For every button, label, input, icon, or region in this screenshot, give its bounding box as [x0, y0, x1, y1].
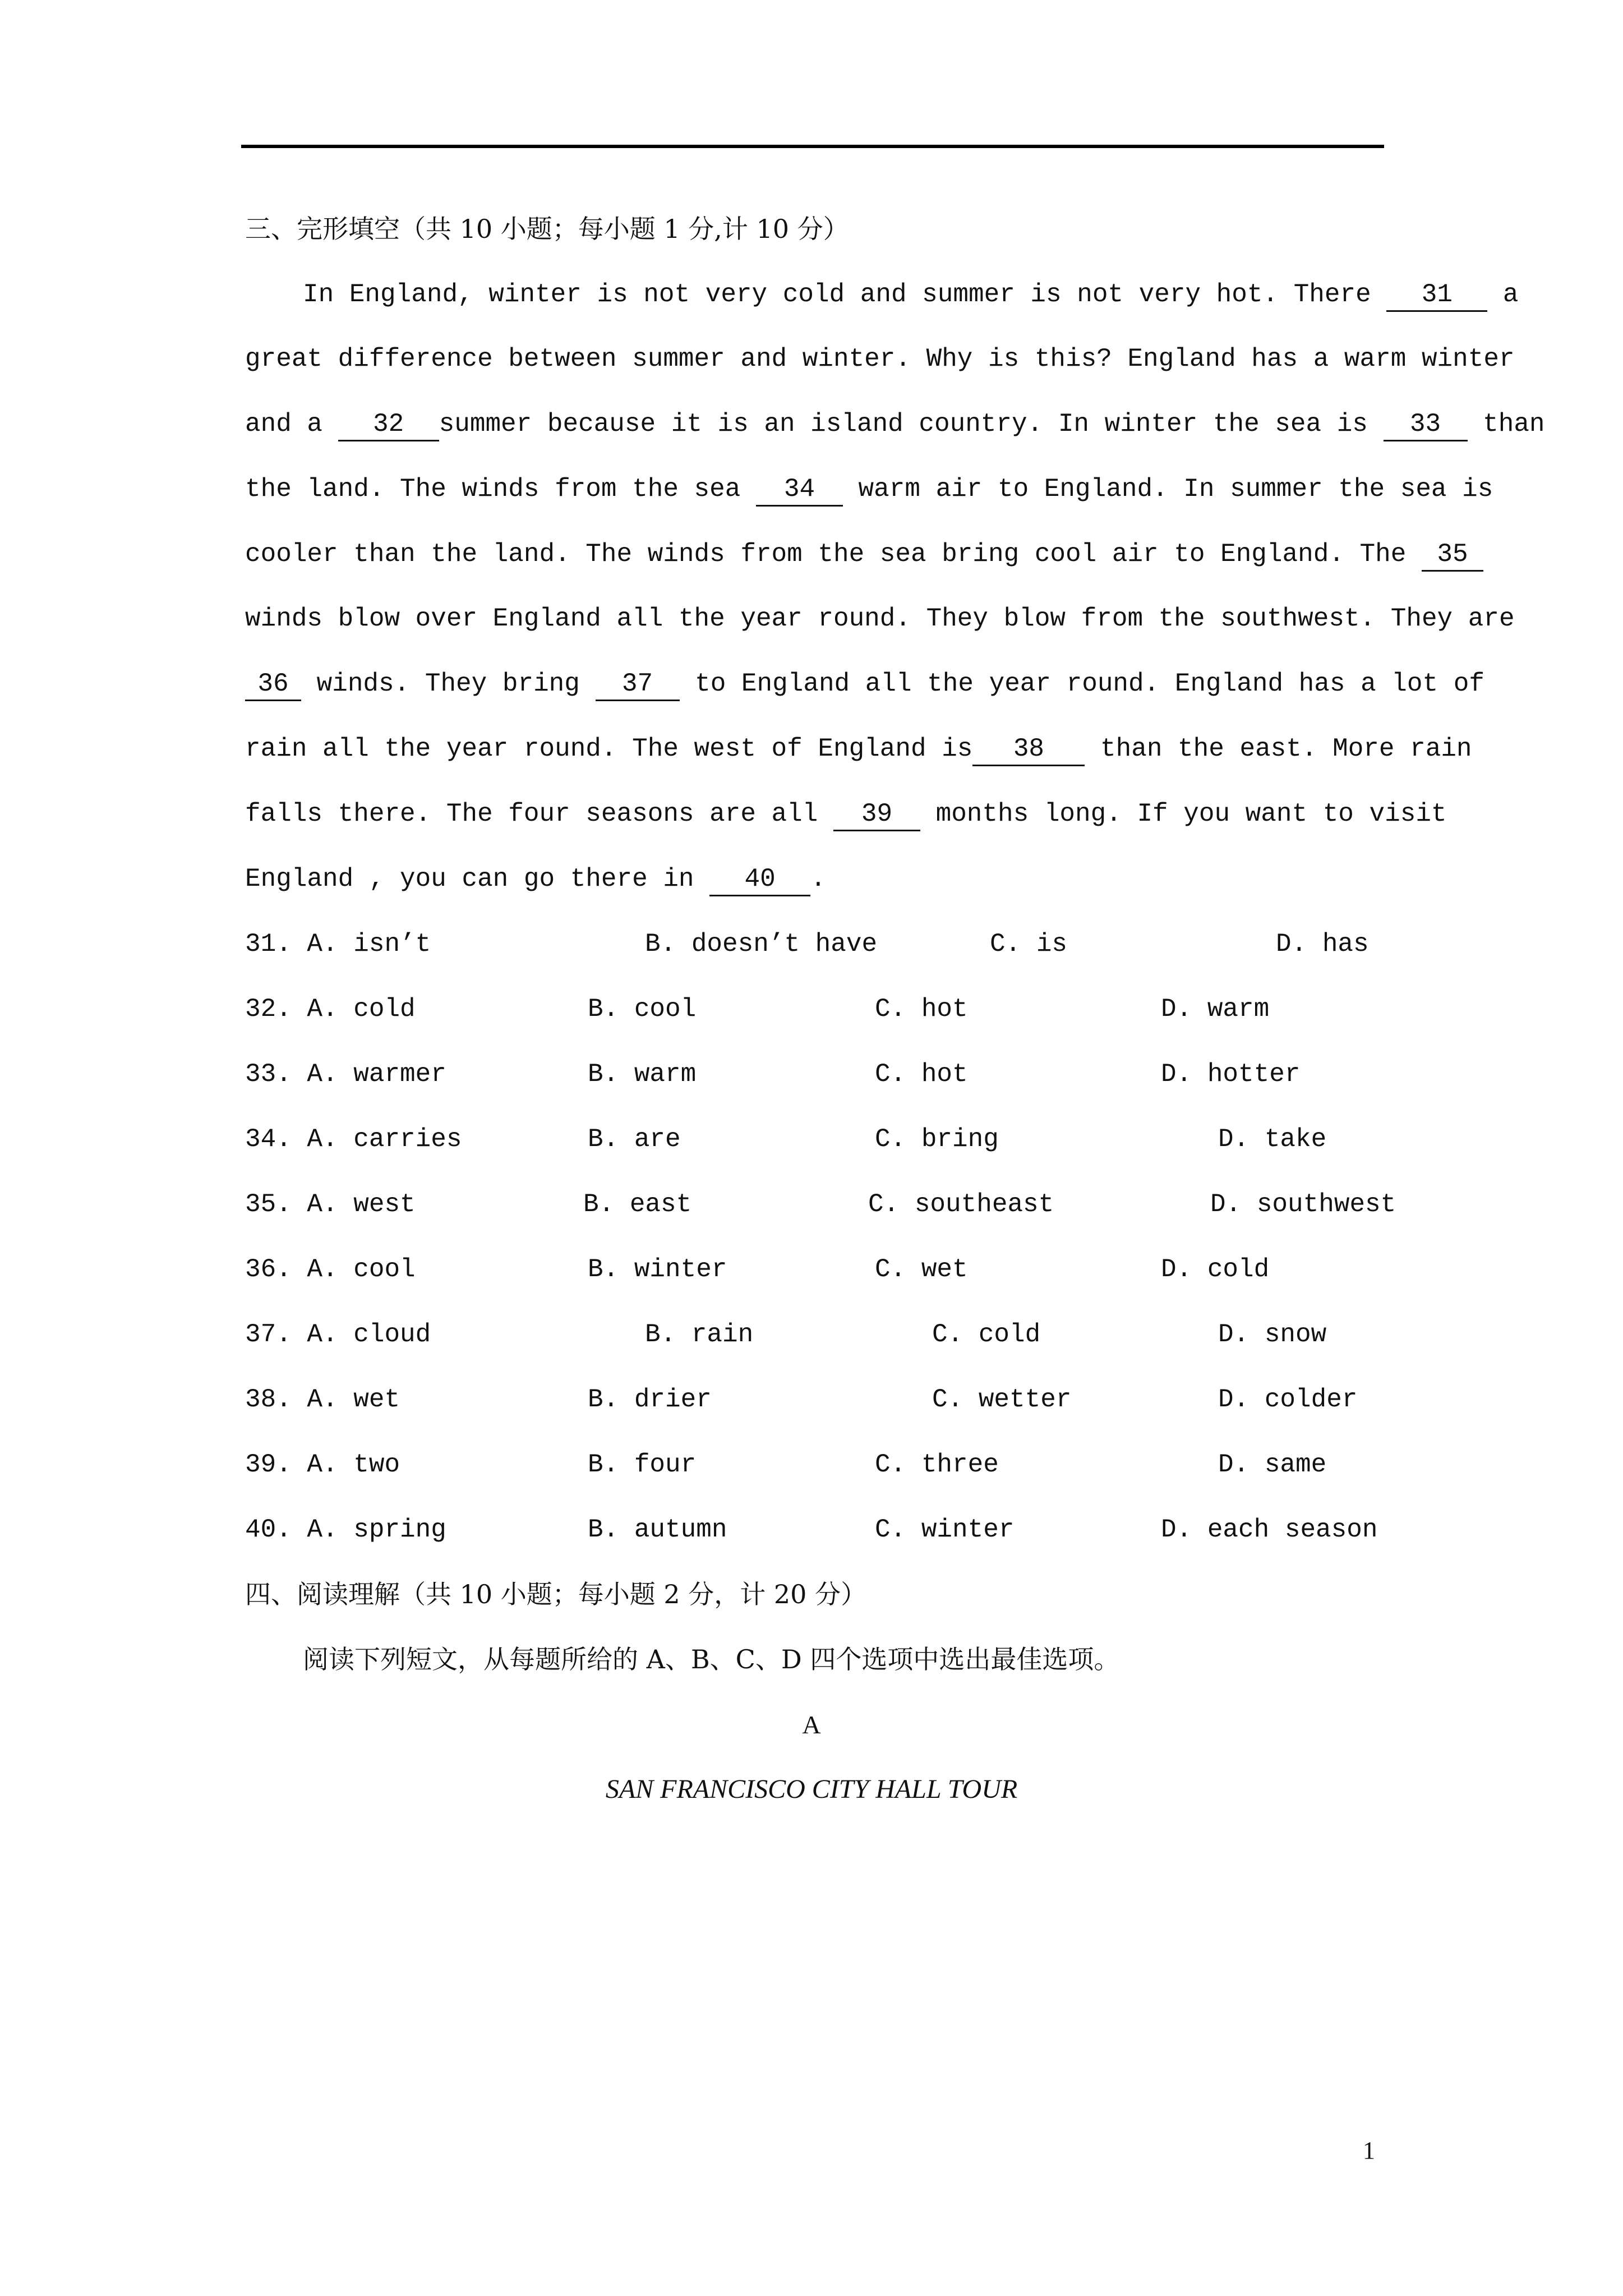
option-c: C. is: [990, 930, 1068, 959]
option-b: B. rain: [645, 1320, 754, 1349]
option-b: B. are: [588, 1125, 681, 1154]
option-d: D. each season: [1161, 1515, 1378, 1544]
option-a: 40. A. spring: [245, 1515, 446, 1544]
option-c: C. hot: [875, 1060, 968, 1089]
option-a: 31. A. isn’t: [245, 930, 431, 959]
option-b: B. warm: [588, 1060, 697, 1089]
option-b: B. doesn’t have: [645, 930, 878, 959]
blank-33: 33: [1384, 408, 1468, 441]
blank-40: 40: [709, 863, 810, 896]
option-c: C. cold: [932, 1320, 1041, 1349]
option-d: D. hotter: [1161, 1060, 1301, 1089]
option-c: C. three: [875, 1450, 999, 1479]
option-d: D. same: [1218, 1450, 1327, 1479]
page-number: 1: [1363, 2137, 1375, 2164]
option-a: 36. A. cool: [245, 1255, 416, 1284]
option-d: D. snow: [1218, 1320, 1327, 1349]
option-a: 32. A. cold: [245, 995, 416, 1024]
option-a: 39. A. two: [245, 1450, 400, 1479]
option-d: D. warm: [1161, 995, 1270, 1024]
option-b: B. autumn: [588, 1515, 727, 1544]
option-a: 35. A. west: [245, 1190, 416, 1219]
option-c: C. winter: [875, 1515, 1015, 1544]
option-a: 33. A. warmer: [245, 1060, 446, 1089]
passage-line-2: great difference between summer and winter. Why is this? England has a warm winter: [245, 344, 1515, 374]
passage-line-10: England , you can go there in 40 .: [245, 862, 826, 896]
option-d: D. southwest: [1210, 1190, 1396, 1219]
passage-title: SAN FRANCISCO CITY HALL TOUR: [605, 1774, 1018, 1804]
passage-line-4: the land. The winds from the sea 34 warm air to England. In summer the sea is: [245, 472, 1493, 507]
option-b: B. winter: [588, 1255, 727, 1284]
option-c: C. southeast: [868, 1190, 1054, 1219]
section4-instruction: 阅读下列短文，从每题所给的 A、B、C、D 四个选项中选出最佳选项。: [303, 1644, 1120, 1674]
header-rule: [241, 145, 1384, 148]
section3-heading: 三、完形填空（共 10 小题；每小题 1 分,计 10 分）: [245, 214, 849, 244]
option-b: B. cool: [588, 995, 697, 1024]
passage-line-1: In England, winter is not very cold and summer is not very hot. There 31 a: [303, 278, 1519, 312]
blank-34: 34: [756, 473, 843, 507]
blank-37: 37: [596, 668, 680, 701]
blank-35: 35: [1422, 539, 1483, 572]
passage-line-5: cooler than the land. The winds from the sea bring cool air to England. The 35: [245, 537, 1483, 572]
blank-38: 38: [972, 733, 1085, 766]
blank-32: 32: [338, 408, 439, 441]
option-c: C. hot: [875, 995, 968, 1024]
option-d: D. cold: [1161, 1255, 1270, 1284]
option-a: 37. A. cloud: [245, 1320, 431, 1349]
passage-line-3: and a 32 summer because it is an island country. In winter the sea is 33 than: [245, 407, 1545, 441]
option-d: D. has: [1276, 930, 1369, 959]
section4-heading: 四、阅读理解（共 10 小题；每小题 2 分，计 20 分）: [245, 1579, 867, 1609]
option-b: B. four: [588, 1450, 697, 1479]
option-c: C. bring: [875, 1125, 999, 1154]
passage-line-6: winds blow over England all the year round. They blow from the southwest. They are: [245, 604, 1515, 633]
option-a: 34. A. carries: [245, 1125, 462, 1154]
option-c: C. wetter: [932, 1385, 1072, 1414]
passage-line-9: falls there. The four seasons are all 39 months long. If you want to visit: [245, 797, 1447, 831]
option-d: D. take: [1218, 1125, 1327, 1154]
blank-31: 31: [1386, 279, 1487, 312]
option-a: 38. A. wet: [245, 1385, 400, 1414]
blank-39: 39: [833, 798, 920, 831]
option-c: C. wet: [875, 1255, 968, 1284]
option-d: D. colder: [1218, 1385, 1358, 1414]
part-label: A: [802, 1710, 821, 1739]
passage-line-8: rain all the year round. The west of England is 38 than the east. More rain: [245, 732, 1472, 766]
option-b: B. drier: [588, 1385, 712, 1414]
blank-36: 36: [245, 668, 301, 701]
passage-line-7: 36 winds. They bring 37 to England all the year round. England has a lot of: [245, 667, 1484, 701]
option-b: B. east: [583, 1190, 692, 1219]
